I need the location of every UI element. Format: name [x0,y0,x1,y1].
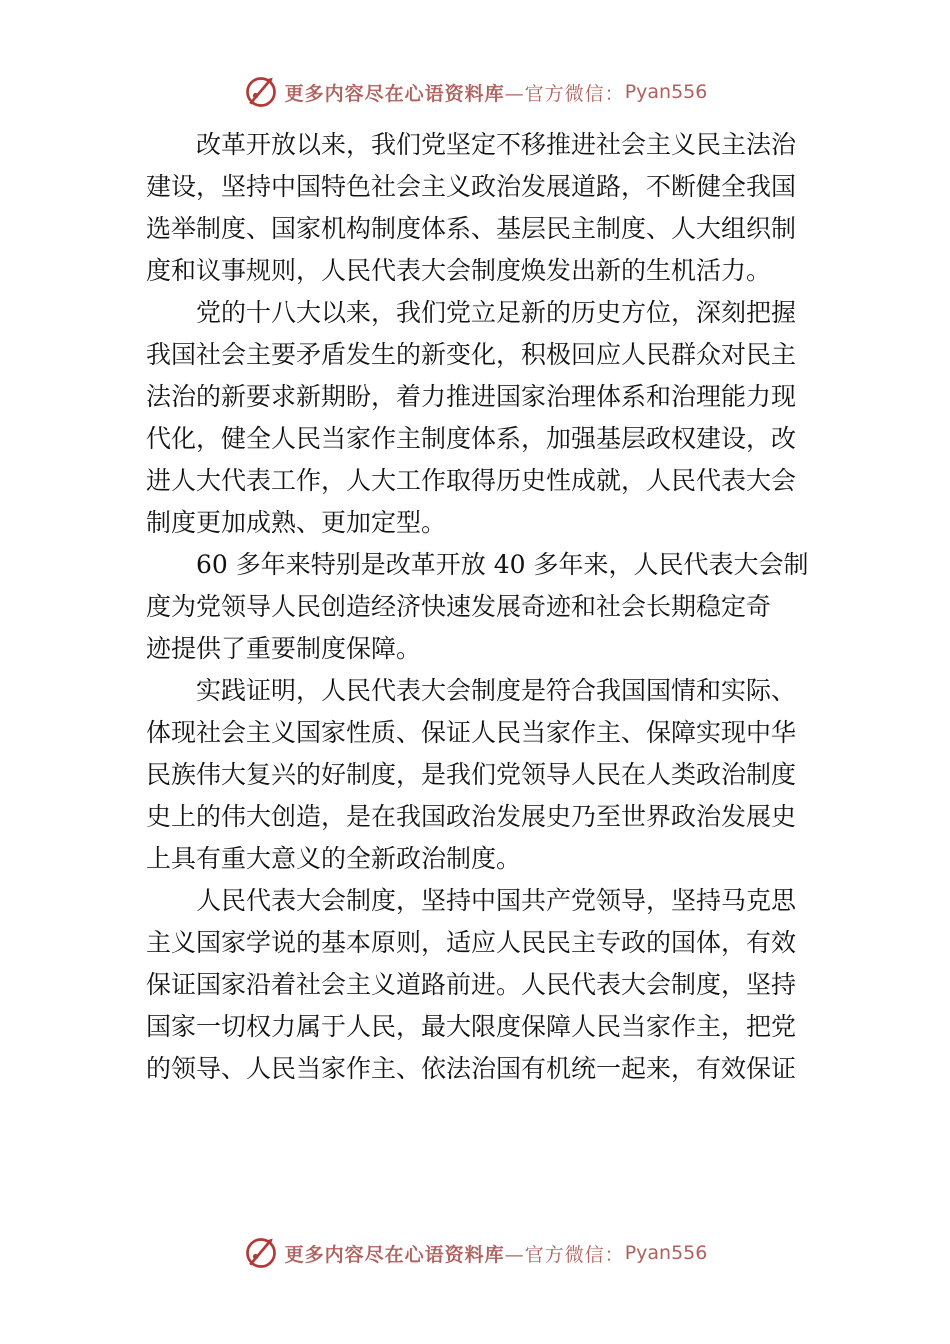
text-line: 实践证明，人民代表大会制度是符合我国国情和实际、 [196,676,797,705]
header-banner-id: Pyan556 [624,81,708,103]
text-line: 党的十八大以来，我们党立足新的历史方位，深刻把握 [196,298,797,327]
text-line: 主义国家学说的基本原则，适应人民民主专政的国体，有效 [146,928,797,957]
text-line: 体现社会主义国家性质、保证人民当家作主、保障实现中华 [146,718,797,747]
footer-banner-id: Pyan556 [624,1242,708,1264]
paragraph [146,670,810,880]
header-banner-title: 更多内容尽在心语资料库 [284,82,505,105]
text-line: 改革开放以来，我们党坚定不移推进社会主义民主法治 [196,130,797,159]
pen-logo-icon [243,1235,279,1271]
text-line: 进人大代表工作，人大工作取得历史性成就，人民代表大会 [146,466,797,495]
text-line: 史上的伟大创造，是在我国政治发展史乃至世界政治发展史 [146,802,797,831]
text-line: 民族伟大复兴的好制度，是我们党领导人民在人类政治制度 [146,760,797,789]
text-line: 制度更加成熟、更加定型。 [146,508,447,537]
text-line: 建设，坚持中国特色社会主义政治发展道路，不断健全我国 [146,172,797,201]
paragraph [146,544,810,670]
text-line: 迹提供了重要制度保障。 [146,634,422,663]
paragraph [146,880,810,1090]
header-banner-sub: —官方微信： [504,82,625,105]
text-line: 度为党领导人民创造经济快速发展奇迹和社会长期稳定奇 [146,592,772,621]
text-line: 60 多年来特别是改革开放 40 多年来，人民代表大会制 [196,550,809,579]
text-line: 的领导、人民当家作主、依法治国有机统一起来，有效保证 [146,1054,797,1083]
text-line: 人民代表大会制度，坚持中国共产党领导，坚持马克思 [196,886,797,915]
text-line: 代化，健全人民当家作主制度体系，加强基层政权建设，改 [146,424,797,453]
header-banner [0,70,950,114]
document-body [146,124,810,1090]
paragraph [146,124,810,292]
text-line: 选举制度、国家机构制度体系、基层民主制度、人大组织制 [146,214,797,243]
text-line: 国家一切权力属于人民，最大限度保障人民当家作主，把党 [146,1012,797,1041]
text-line: 度和议事规则，人民代表大会制度焕发出新的生机活力。 [146,256,772,285]
paragraph [146,292,810,544]
footer-banner-title: 更多内容尽在心语资料库 [284,1243,505,1266]
text-line: 上具有重大意义的全新政治制度。 [146,844,522,873]
text-line: 我国社会主要矛盾发生的新变化，积极回应人民群众对民主 [146,340,797,369]
text-line: 法治的新要求新期盼，着力推进国家治理体系和治理能力现 [146,382,797,411]
pen-logo-icon [243,74,279,110]
text-line: 保证国家沿着社会主义道路前进。人民代表大会制度，坚持 [146,970,797,999]
footer-banner [0,1231,950,1275]
footer-banner-sub: —官方微信： [504,1243,625,1266]
